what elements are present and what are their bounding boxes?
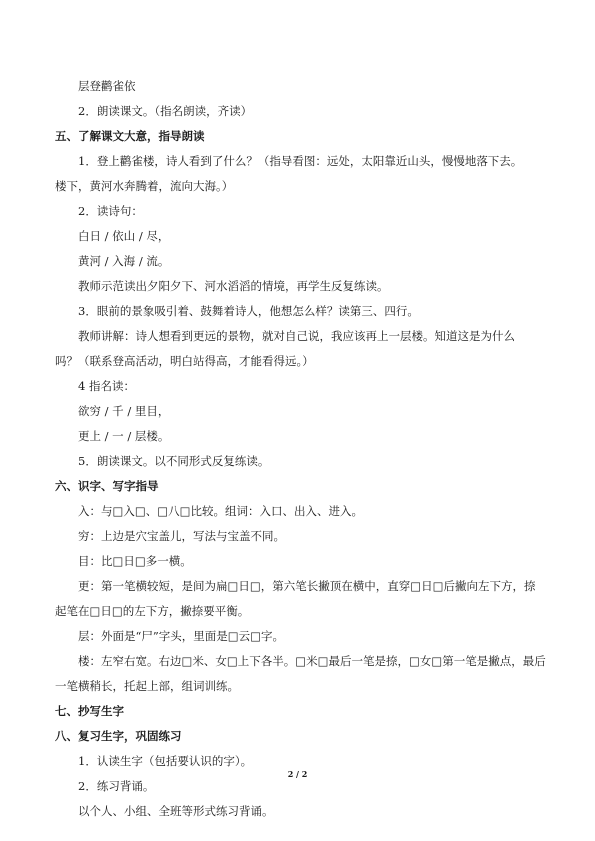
poem-line: 白日 / 依山 / 尽， <box>78 229 170 243</box>
page-number: 2 / 2 <box>287 769 308 779</box>
text-line: 一笔横稍长，托起上部，组词训练。 <box>55 679 239 693</box>
section-heading-7: 七、抄写生字 <box>55 704 124 718</box>
poem-line: 欲穷 / 千 / 里目， <box>78 404 170 418</box>
text-line: 吗？（联系登高活动，明白站得高，才能看得远。） <box>55 354 314 368</box>
text-line: 1．登上鹳雀楼，诗人看到了什么？（指导看图：远处，太阳靠近山头，慢慢地落下去。 <box>78 154 523 168</box>
text-line: 3．眼前的景象吸引着、鼓舞着诗人，他想怎么样？读第三、四行。 <box>78 304 419 318</box>
section-heading-8: 八、复习生字，巩固练习 <box>55 729 182 743</box>
text-line: 楼下，黄河水奔腾着，流向大海。） <box>55 179 234 193</box>
text-line: 起笔在□日□的左下方，撇捺要平衡。 <box>55 604 250 618</box>
text-line: 5．朗读课文。以不同形式反复练读。 <box>78 454 270 468</box>
text-line: 层：外面是“尸”字头，里面是□云□字。 <box>78 629 284 643</box>
section-heading-5: 五、了解课文大意，指导朗读 <box>55 129 205 143</box>
text-line: 以个人、小组、全班等形式练习背诵。 <box>78 804 274 818</box>
poem-line: 更上 / 一 / 层楼。 <box>78 429 170 443</box>
text-line: 4 指名读： <box>78 379 135 393</box>
section-heading-6: 六、识字、写字指导 <box>55 479 159 493</box>
text-line: 目：比□日□多一横。 <box>78 554 192 568</box>
text-line: 入：与□入□、□八□比较。组词：入口、出入、进入。 <box>78 504 363 518</box>
text-line: 层登鹳雀依 <box>78 79 136 93</box>
text-line: 2．练习背诵。 <box>78 779 155 793</box>
poem-line: 黄河 / 入海 / 流。 <box>78 254 170 268</box>
text-line: 更：第一笔横较短，是间为扁□日□，第六笔长撇顶在横中，直穿□日□后撇向左下方，捺 <box>78 579 536 593</box>
text-line: 楼：左窄右宽。右边□米、女□上下各半。□米□最后一笔是捺，□女□第一笔是撇点，最后 <box>78 654 546 668</box>
text-line: 教师示范读出夕阳夕下、河水滔滔的情境，再学生反复练读。 <box>78 279 389 293</box>
text-line: 2．朗读课文。（指名朗读，齐读） <box>78 104 253 118</box>
text-line: 2．读诗句： <box>78 204 143 218</box>
text-line: 穷：上边是穴宝盖儿，写法与宝盖不同。 <box>78 529 285 543</box>
text-line: 教师讲解：诗人想看到更远的景物，就对自己说，我应该再上一层楼。知道这是为什么 <box>78 329 515 343</box>
text-line: 1．认读生字（包括要认识的字）。 <box>78 754 253 768</box>
